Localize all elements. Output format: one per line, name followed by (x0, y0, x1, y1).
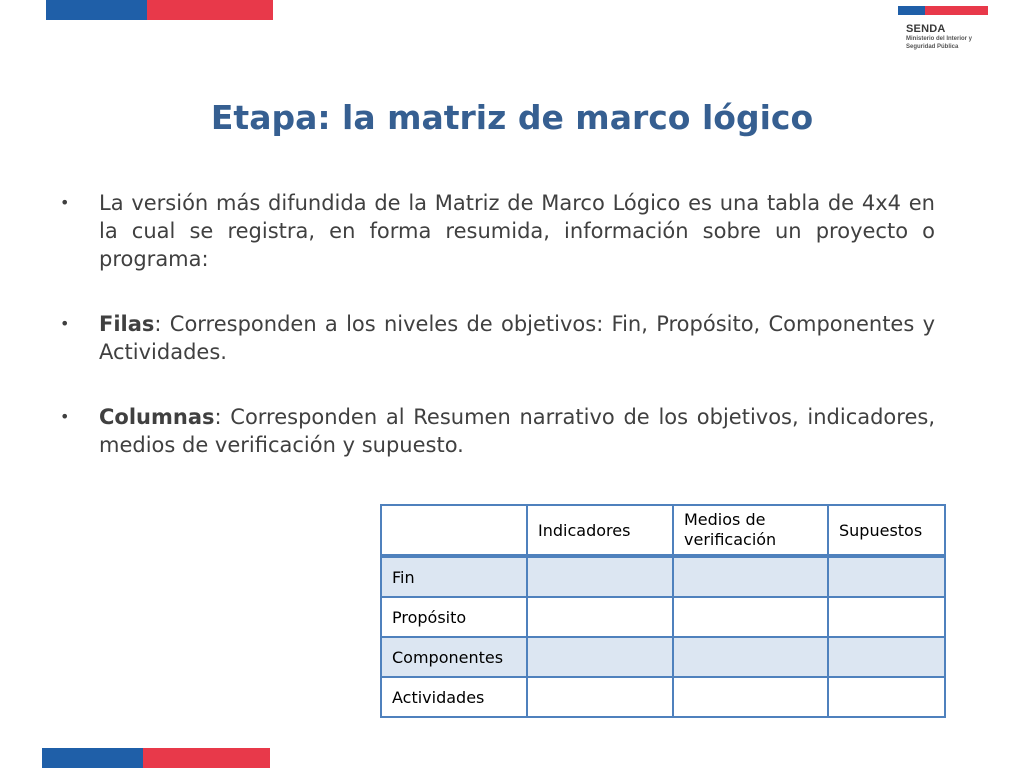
table-row (381, 597, 945, 637)
table-row (381, 677, 945, 717)
row-label: Componentes (381, 637, 527, 677)
top-left-color-bar (46, 0, 273, 20)
red-stripe (925, 6, 988, 15)
bullet-item (60, 403, 935, 459)
senda-logo (906, 23, 972, 51)
blue-stripe (46, 0, 147, 20)
table-cell (527, 637, 673, 677)
bottom-left-color-bar (42, 748, 270, 768)
bullet-dot-icon: • (60, 314, 70, 333)
slide-title: Etapa: la matriz de marco lógico (210, 98, 814, 137)
logo-subtitle-line2: Seguridad Pública (906, 44, 959, 50)
logframe-matrix-table (380, 504, 946, 718)
logo-name: SENDA (906, 23, 946, 35)
top-right-color-bar (898, 0, 988, 9)
bullet-list (60, 189, 935, 496)
table-row (381, 556, 945, 597)
table-cell (673, 597, 828, 637)
blue-stripe (898, 6, 925, 15)
bullet-dot-icon: • (60, 193, 70, 212)
table-cell (527, 597, 673, 637)
table-cell (673, 677, 828, 717)
red-stripe (147, 0, 273, 20)
logo-subtitle-line1: Ministerio del Interior y (906, 36, 973, 42)
table-cell (527, 677, 673, 717)
bullet-item (60, 310, 935, 366)
header-cell-supuestos: Supuestos (828, 505, 945, 556)
red-stripe (143, 748, 270, 768)
bullet-dot-icon: • (60, 407, 70, 426)
bullet-text: : Corresponden a los niveles de objetivos: Fin, Propósito, Componentes y Actividades. (99, 312, 935, 364)
table-cell (828, 556, 945, 597)
row-label: Actividades (381, 677, 527, 717)
header-cell-empty (381, 505, 527, 556)
table-header-row (381, 505, 945, 556)
bullet-bold-term: Filas (99, 312, 155, 336)
row-label: Propósito (381, 597, 527, 637)
header-cell-indicadores: Indicadores (527, 505, 673, 556)
table-cell (673, 637, 828, 677)
table-cell (527, 556, 673, 597)
bullet-bold-term: Columnas (99, 405, 215, 429)
table-cell (828, 677, 945, 717)
header-cell-medios: Medios de verificación (673, 505, 828, 556)
bullet-item (60, 189, 935, 273)
blue-stripe (42, 748, 143, 768)
table-cell (673, 556, 828, 597)
table-cell (828, 637, 945, 677)
table-cell (828, 597, 945, 637)
row-label: Fin (381, 556, 527, 597)
table-row (381, 637, 945, 677)
bullet-text: : Corresponden al Resumen narrativo de los objetivos, indicadores, medios de verificación y supuesto. (99, 405, 935, 457)
bullet-text: La versión más difundida de la Matriz de Marco Lógico es una tabla de 4x4 en la cual se registra, en forma resumida, información sobre un proyecto o programa: (99, 191, 935, 271)
